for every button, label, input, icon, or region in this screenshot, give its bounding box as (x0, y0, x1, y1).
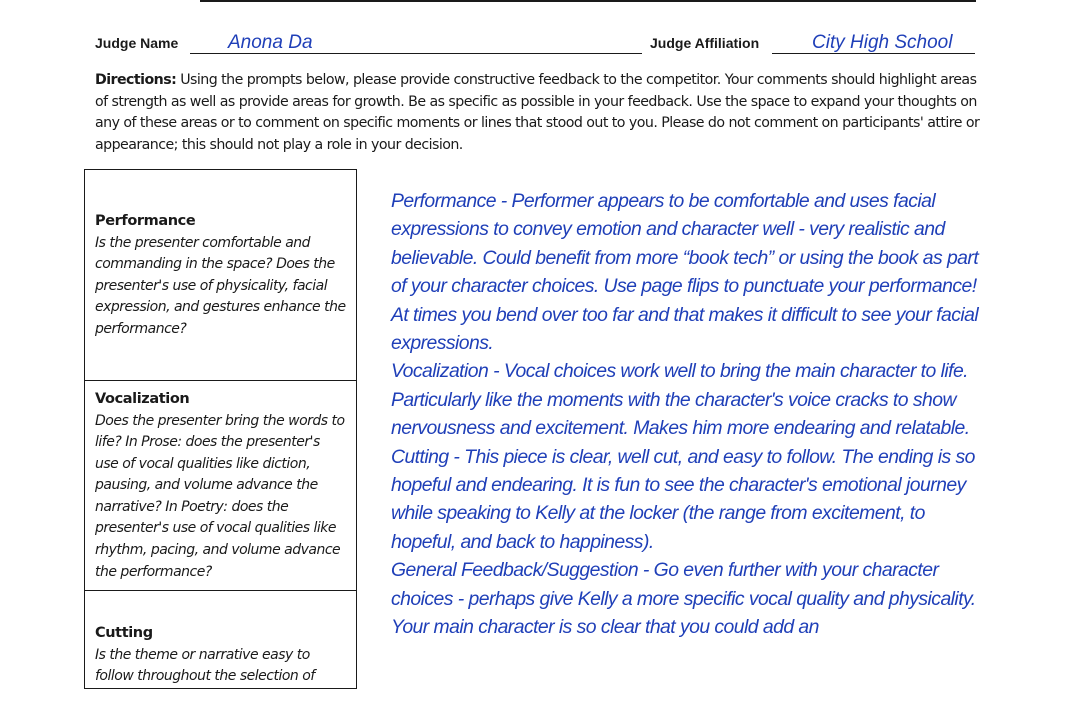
criteria-prompt: Does the presenter bring the words to life? In Prose: does the presenter's use of vocal qualities like diction, pausing, and volume advance the narrative? In Poetry: does the presenter's use of vocal qualities like rhythm, pacing, and volume advance the performance? (95, 412, 345, 580)
directions-text: Using the prompts below, please provide constructive feedback to the competitor. Your comments should highlight areas of strength as well as provide areas for growth. Be as specific as possible in your feedback. Use the space to expand your thoughts on any of these areas or to comment on specific moments or lines that stood out to you. Please do not comment on participants' attire or appearance; this should not play a role in your decision. (95, 72, 980, 153)
criteria-prompt: Is the theme or narrative easy to follow throughout the selection of (95, 646, 315, 685)
judge-name-label: Judge Name (95, 35, 179, 51)
feedback-vocalization: Vocalization - Vocal choices work well to bring the main character to life. Particularly like the moments with the character's voice cracks to show nervousness and excitement. Makes him more endearing and relatable. (391, 360, 970, 440)
criteria-prompt: Is the presenter comfortable and commanding in the space? Does the presenter's use of physicality, facial expression, and gestures enhance the performance? (95, 234, 346, 337)
criteria-title: Performance (95, 213, 196, 229)
top-signature-line (200, 0, 976, 2)
criteria-title: Cutting (95, 625, 153, 641)
directions-label: Directions: (95, 72, 177, 88)
criteria-title: Vocalization (95, 391, 190, 407)
criteria-cell-vocalization (85, 380, 356, 591)
judge-info-row (95, 30, 975, 54)
criteria-cell-performance (85, 170, 356, 381)
feedback-cutting: Cutting - This piece is clear, well cut, and easy to follow. The ending is so hopeful and endearing. It is fun to see the character's emotional journey while speaking to Kelly at the locker (the range from excitement, to hopeful, and back to happiness). (391, 445, 975, 553)
criteria-table (84, 169, 357, 689)
feedback-general: General Feedback/Suggestion - Go even further with your character choices - perhaps give Kelly a more specific vocal quality and physicality. Your main character is so clear that you could add an (391, 559, 976, 639)
feedback-performance: Performance - Performer appears to be comfortable and uses facial expressions to convey emotion and character well - very realistic and believable. Could benefit from more “book tech” or using the book as part of your character choices. Use page flips to punctuate your performance! At times you bend over too far and that makes it difficult to see your facial expressions. (391, 190, 979, 355)
judge-affiliation-label: Judge Affiliation (650, 35, 760, 51)
feedback-text-area[interactable] (391, 187, 991, 642)
judge-affiliation-field[interactable]: City High School (772, 32, 975, 54)
criteria-cell-cutting (85, 590, 356, 710)
directions-paragraph (95, 70, 980, 156)
judge-name-field[interactable]: Anona Da (190, 32, 642, 54)
